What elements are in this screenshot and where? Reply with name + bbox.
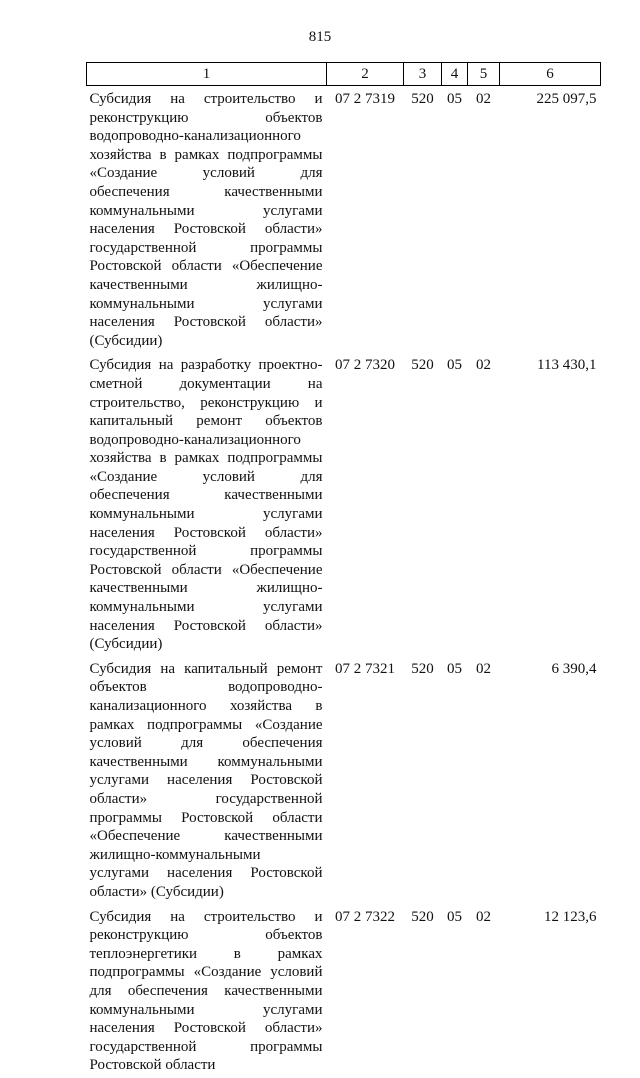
row-description: Субсидия на разработку проектно-сметной документации на строительство, реконструкцию и капитальный ремонт объектов водопроводно-канализационного хозяйства в рамках подпрограммы «Создание условий для обеспечения качественными коммунальными услугами населения Ростовской области» государственной программы Ростовской области «Обеспечение качественными жилищно-коммунальными услугами населения Ростовской области» (Субсидии) [89,357,323,653]
row-subsection: 02 [476,357,491,374]
row-amount: 225 097,5 [536,91,597,107]
table-row [87,86,601,354]
page-number: 815 [308,29,332,45]
row-subsection: 02 [476,660,491,677]
row-expense-type: 520 [411,908,434,925]
header-col-4: 4 [442,63,468,86]
row-amount: 12 123,6 [544,908,597,925]
header-row [87,63,601,86]
table-row [87,657,601,905]
table-row [87,353,601,657]
row-expense-type: 520 [411,357,434,374]
row-section: 05 [447,908,462,925]
header-col-6: 6 [500,63,601,86]
header-col-5: 5 [468,63,500,86]
table-body [87,86,601,1078]
header-col-2: 2 [327,63,404,86]
row-description: Субсидия на строительство и реконструкцию объектов водопроводно-канализационного хозяйства в рамках подпрограммы «Создание условий для обеспечения качественными коммунальными услугами населения Ростовской области» государственной программы Ростовской области «Обеспечение качественными жилищно-коммунальными услугами населения Ростовской области» (Субсидии) [89,91,323,349]
header-col-1: 1 [87,63,327,86]
table-header [87,63,601,86]
row-expense-type: 520 [411,660,434,677]
row-description: Субсидия на строительство и реконструкцию объектов теплоэнергетики в рамках подпрограммы «Создание условий для обеспечения качественными коммунальными услугами населения Ростовской области» государственной программы Ростовской области [89,908,323,1074]
row-subsection: 02 [476,908,491,925]
table-row [87,905,601,1078]
row-section: 05 [447,660,462,677]
header-col-3: 3 [404,63,442,86]
row-expense-type: 520 [411,91,434,107]
row-amount: 113 430,1 [537,357,597,374]
row-target-code: 07 2 7321 [335,660,395,677]
row-target-code: 07 2 7319 [335,91,395,107]
row-amount: 6 390,4 [551,660,597,677]
row-description: Субсидия на капитальный ремонт объектов водопроводно-канализационного хозяйства в рамках подпрограммы «Создание условий для обеспечения качественными коммунальными услугами населения Ростовской области» государственной программы Ростовской области «Обеспечение качественными жилищно-коммунальными услугами населения Ростовской области» (Субсидии) [89,660,323,900]
row-target-code: 07 2 7322 [335,908,395,925]
row-target-code: 07 2 7320 [335,357,395,374]
row-section: 05 [447,357,462,374]
row-section: 05 [447,91,462,107]
budget-table [86,62,601,1078]
row-subsection: 02 [476,91,491,107]
